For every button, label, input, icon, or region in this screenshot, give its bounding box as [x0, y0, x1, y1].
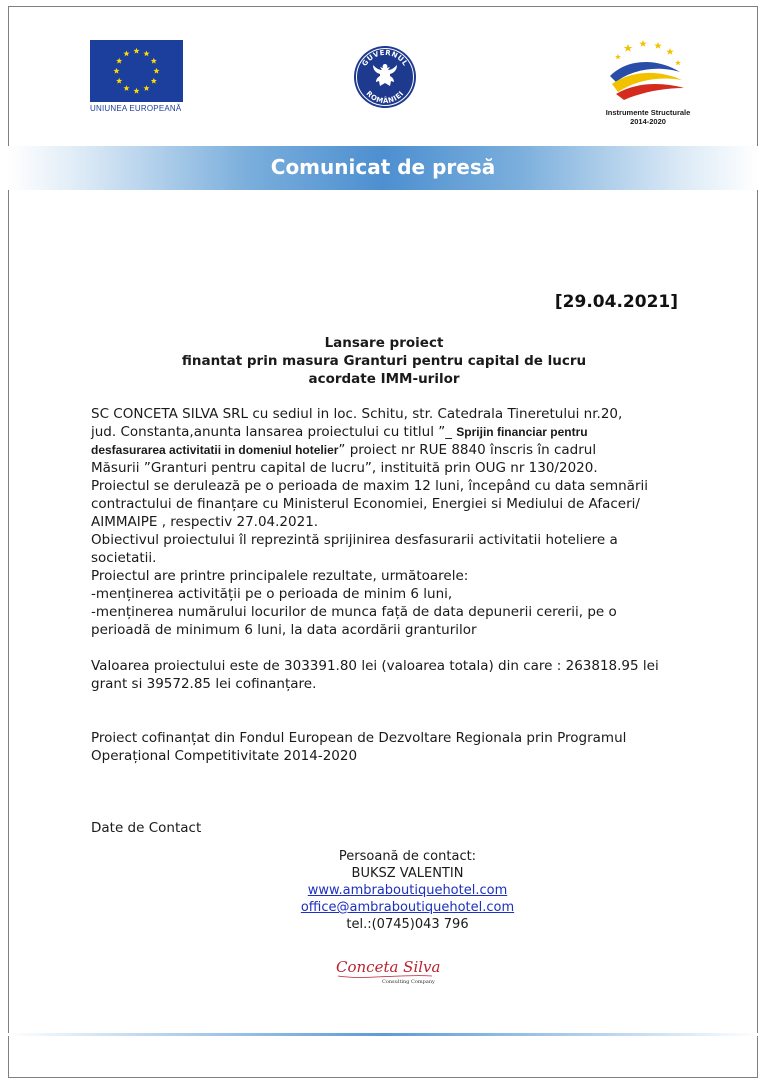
body-line: grant si 39572.85 lei cofinanțare.	[91, 676, 317, 692]
body-line: Proiectul are printre principalele rezultate, următoarele:	[91, 568, 469, 584]
body-text-fragment: jud. Constanta,anunta lansarea proiectului cu titlul ”_	[91, 424, 457, 440]
is-caption-line1: Instrumente Structurale	[605, 108, 691, 117]
instrumente-structurale-logo	[598, 36, 698, 126]
project-title-part-1: Sprijin financiar pentru	[456, 425, 588, 439]
contact-phone: tel.:(0745)043 796	[346, 917, 469, 932]
body-line: -menținerea activității pe o perioada de minim 6 luni,	[91, 586, 453, 602]
banner-title: Comunicat de presă	[270, 155, 496, 179]
press-release-body	[91, 405, 691, 837]
body-line: Obiectivul proiectului îl reprezintă sprijinirea desfasurarii activitatii hoteliere a	[91, 532, 618, 548]
body-line	[91, 441, 691, 459]
conceta-silva-logo	[332, 950, 442, 990]
body-line: SC CONCETA SILVA SRL cu sediul in loc. Schitu, str. Catedrala Tineretului nr.20,	[91, 406, 623, 422]
body-text-fragment: ” proiect nr RUE 8840 înscris în cadrul	[338, 442, 597, 458]
body-line: perioadă de minimum 6 luni, la data acordării granturilor	[91, 622, 477, 638]
signature-name: Conceta Silva	[336, 958, 441, 976]
body-line: AIMMAIPE , respectiv 27.04.2021.	[91, 514, 319, 530]
signature-tagline: Consulting Company	[382, 979, 435, 985]
body-line: Operațional Competitivitate 2014-2020	[91, 748, 358, 764]
contact-person-label: Persoană de contact:	[338, 849, 477, 864]
gov-text-top: GUVERNUL	[360, 48, 410, 68]
email-link[interactable]: office@ambraboutiquehotel.com	[300, 900, 515, 915]
contact-section-label: Date de Contact	[91, 820, 202, 836]
body-line	[91, 423, 691, 441]
instrumente-structurale-icon	[598, 36, 698, 104]
body-line: Proiectul se derulează pe o perioada de maxim 12 luni, începând cu data semnării	[91, 478, 649, 494]
body-line: contractului de finanțare cu Ministerul Economiei, Energiei si Mediului de Afaceri/	[91, 496, 640, 512]
is-caption-line2: 2014-2020	[630, 117, 666, 126]
body-line: societatii.	[91, 550, 157, 566]
heading-line-1: Lansare proiect	[324, 335, 444, 351]
footer-line	[8, 1033, 758, 1036]
website-link[interactable]: www.ambraboutiquehotel.com	[307, 883, 508, 898]
body-line: -menținerea numărului locurilor de munca față de data depunerii cererii, pe o	[91, 604, 617, 620]
release-date: [29.04.2021]	[554, 292, 678, 312]
project-title-part-2: desfasurarea activitatii in domeniul hotelier	[91, 443, 339, 457]
project-heading	[0, 334, 768, 388]
gov-text-bottom: ROMÂNIEI	[364, 89, 406, 106]
eu-logo	[90, 40, 186, 113]
body-line: Proiect cofinanțat din Fondul European de Dezvoltare Regionala prin Programul	[91, 730, 627, 746]
heading-line-2: finantat prin masura Granturi pentru capital de lucru	[181, 353, 587, 369]
heading-line-3: acordate IMM-urilor	[308, 371, 460, 387]
body-line: Valoarea proiectului este de 303391.80 lei (valoarea totala) din care : 263818.95 lei	[91, 658, 659, 674]
body-line: Măsurii ”Granturi pentru capital de lucru”, instituită prin OUG nr 130/2020.	[91, 460, 598, 476]
government-logo	[353, 45, 417, 109]
contact-block	[230, 848, 585, 933]
eu-flag-icon	[90, 40, 183, 102]
contact-person-name: BUKSZ VALENTIN	[351, 866, 464, 881]
press-release-banner	[8, 146, 758, 190]
eu-caption: UNIUNEA EUROPEANĂ	[90, 104, 182, 113]
